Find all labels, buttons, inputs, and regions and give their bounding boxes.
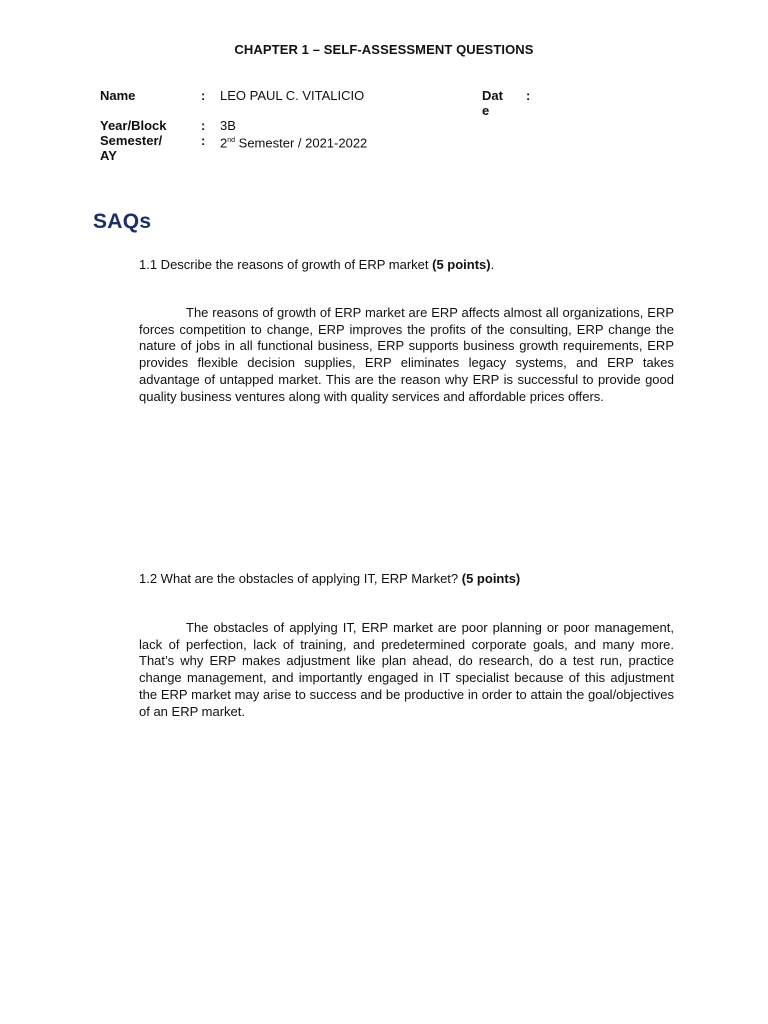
semester-number: 2 <box>220 135 228 151</box>
name-label: Name <box>100 88 136 103</box>
semester-ordinal: nd <box>227 137 236 144</box>
date-colon: : <box>526 88 531 103</box>
document-title: CHAPTER 1 – SELF-ASSESSMENT QUESTIONS <box>234 42 534 57</box>
semester-rest: Semester / 2021-2022 <box>235 135 368 151</box>
semester-label-line1: Semester/ <box>100 133 163 148</box>
yearblock-colon: : <box>201 118 206 133</box>
name-value: LEO PAUL C. VITALICIO <box>220 88 365 103</box>
answer-1: The reasons of growth of ERP market are ERP affects almost all organizations, ERP forces competition to change, ERP improves the profits of the consulting, ERP change the nature of jobs in all functional business, ERP supports business growth requirements, ERP provides flexible decision supplies, ERP eliminates legacy systems, and ERP takes advantage of untapped market. This are the reason why ERP is successful to provide good quality business ventures along with quality services and affordable prices offers. <box>139 305 674 404</box>
question-1-suffix: . <box>490 257 495 272</box>
name-colon: : <box>201 88 206 103</box>
question-2-prompt: 1.2 What are the obstacles of applying IT, ERP Market? <box>139 571 462 586</box>
semester-colon: : <box>201 133 206 148</box>
yearblock-value: 3B <box>220 118 236 133</box>
section-heading: SAQs <box>93 210 152 233</box>
answer-2: The obstacles of applying IT, ERP market are poor planning or poor management, lack of perfection, lack of training, and predetermined corporate goals, and many more. That’s why ERP makes adjustment like plan ahead, do research, do a test run, practice change management, and importantly engaged in IT specialist because of this adjustment the ERP market may arise to success and be productive in order to attain the goal/objectives of an ERP market. <box>139 620 674 719</box>
semester-value <box>220 133 367 150</box>
question-2-points: (5 points) <box>461 571 521 586</box>
yearblock-label: Year/Block <box>100 118 167 133</box>
date-label-line1: Dat <box>482 88 503 103</box>
question-2 <box>139 571 520 586</box>
question-1 <box>139 257 494 272</box>
question-1-points: (5 points) <box>432 257 491 272</box>
question-1-prompt: 1.1 Describe the reasons of growth of ERP market <box>139 257 433 272</box>
date-label-line2: e <box>482 103 490 118</box>
semester-label-line2: AY <box>100 148 117 163</box>
